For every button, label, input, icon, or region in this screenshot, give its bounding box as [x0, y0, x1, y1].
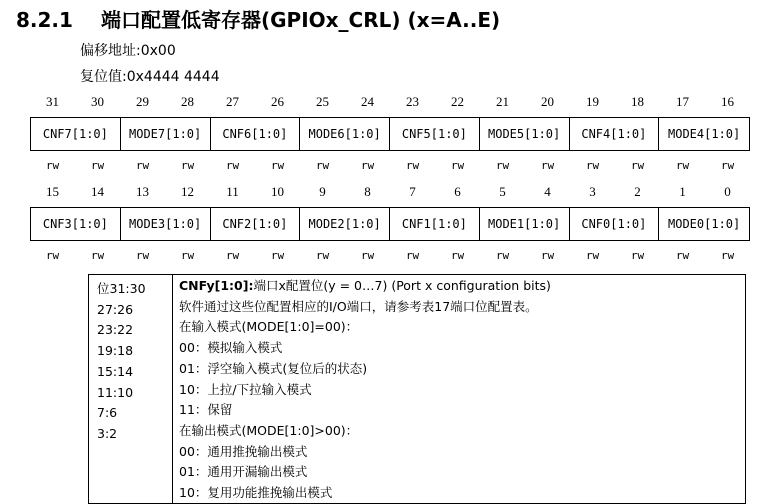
description-line: 00：模拟输入模式 — [179, 340, 283, 356]
register-field: CNF5[1:0] — [390, 118, 480, 150]
register-low — [30, 207, 750, 241]
bit-number: 7 — [409, 184, 416, 199]
bit-number: 12 — [181, 184, 194, 199]
bit-number: 11 — [226, 184, 239, 199]
access-type: rw — [90, 249, 105, 262]
access-type: rw — [180, 249, 195, 262]
register-field: CNF4[1:0] — [570, 118, 660, 150]
bit-number: 16 — [721, 94, 734, 109]
section-heading — [16, 4, 500, 33]
access-type: rw — [360, 159, 375, 172]
register-field: MODE5[1:0] — [480, 118, 570, 150]
bit-number: 17 — [676, 94, 689, 109]
description-line: 01：通用开漏输出模式 — [179, 464, 308, 480]
description-line: 在输入模式(MODE[1:0]=00)： — [179, 319, 359, 335]
bit-number: 29 — [136, 94, 149, 109]
bit-number: 1 — [679, 184, 686, 199]
access-type: rw — [135, 159, 150, 172]
register-field: CNF3[1:0] — [31, 208, 121, 240]
bit-number: 0 — [724, 184, 731, 199]
access-type: rw — [45, 249, 60, 262]
access-type: rw — [360, 249, 375, 262]
register-field: MODE1[1:0] — [480, 208, 570, 240]
bit-range: 11:10 — [97, 384, 134, 400]
bit-number: 10 — [271, 184, 284, 199]
bit-number: 19 — [586, 94, 599, 109]
access-row-high — [30, 159, 750, 173]
access-type: rw — [675, 249, 690, 262]
access-type: rw — [540, 249, 555, 262]
offset-line — [80, 40, 176, 60]
register-field: MODE7[1:0] — [121, 118, 211, 150]
offset-value: 0x00 — [140, 43, 176, 59]
bit-number: 3 — [589, 184, 596, 199]
register-field: CNF7[1:0] — [31, 118, 121, 150]
access-type: rw — [540, 159, 555, 172]
bit-number: 6 — [454, 184, 461, 199]
access-type: rw — [720, 159, 735, 172]
section-title: 端口配置低寄存器(GPIOx_CRL) (x=A..E) — [101, 8, 501, 32]
bit-number: 22 — [451, 94, 464, 109]
access-type: rw — [315, 249, 330, 262]
bit-number: 15 — [46, 184, 59, 199]
reset-line — [80, 66, 220, 86]
access-type: rw — [585, 249, 600, 262]
register-field: MODE0[1:0] — [668, 217, 741, 231]
section-number: 8.2.1 — [16, 8, 73, 32]
access-type: rw — [585, 159, 600, 172]
bit-number: 30 — [91, 94, 104, 109]
bit-range: 3:2 — [97, 425, 118, 441]
description-line: 10：复用功能推挽输出模式 — [179, 485, 333, 501]
bit-range-column — [97, 279, 146, 445]
bit-number: 31 — [46, 94, 59, 109]
access-type: rw — [225, 249, 240, 262]
bit-range: 7:6 — [97, 405, 118, 421]
access-type: rw — [225, 159, 240, 172]
access-type: rw — [495, 249, 510, 262]
bit-description-table — [88, 274, 746, 504]
bit-number: 23 — [406, 94, 419, 109]
access-type: rw — [450, 159, 465, 172]
access-type: rw — [90, 159, 105, 172]
field-name: CNFy[1:0]: — [179, 278, 254, 293]
bit-number: 28 — [181, 94, 194, 109]
bit-number: 14 — [91, 184, 104, 199]
bit-number: 5 — [499, 184, 506, 199]
register-field: MODE3[1:0] — [121, 208, 211, 240]
description-line: 11：保留 — [179, 402, 233, 418]
access-type: rw — [270, 249, 285, 262]
register-field: CNF1[1:0] — [390, 208, 480, 240]
bit-number: 27 — [226, 94, 239, 109]
bit-number: 21 — [496, 94, 509, 109]
bit-number: 18 — [631, 94, 644, 109]
bit-range: 位31:30 — [97, 281, 146, 296]
bit-number: 9 — [319, 184, 326, 199]
bit-range: 19:18 — [97, 343, 134, 359]
bit-range: 23:22 — [97, 322, 134, 338]
description-column — [179, 276, 551, 504]
access-row-low — [30, 249, 750, 263]
bit-number: 4 — [544, 184, 551, 199]
bit-range: 27:26 — [97, 301, 134, 317]
bit-number: 25 — [316, 94, 329, 109]
register-field: MODE4[1:0] — [668, 127, 741, 141]
bit-range: 15:14 — [97, 363, 134, 379]
access-type: rw — [675, 159, 690, 172]
bit-number: 13 — [136, 184, 149, 199]
register-high — [30, 117, 750, 151]
register-field: CNF6[1:0] — [211, 118, 301, 150]
description-line: 软件通过这些位配置相应的I/O端口，请参考表17端口位配置表。 — [179, 298, 538, 314]
description-line: 01：浮空输入模式(复位后的状态) — [179, 360, 368, 376]
field-title: 端口x配置位(y = 0…7) (Port x configuration bits) — [253, 278, 551, 293]
access-type: rw — [135, 249, 150, 262]
bit-number: 24 — [361, 94, 374, 109]
access-type: rw — [270, 159, 285, 172]
description-line: 00：通用推挽输出模式 — [179, 443, 308, 459]
access-type: rw — [180, 159, 195, 172]
bit-number: 20 — [541, 94, 554, 109]
access-type: rw — [45, 159, 60, 172]
field-heading — [179, 276, 551, 297]
column-divider — [172, 275, 173, 503]
access-type: rw — [405, 159, 420, 172]
bit-numbers-low — [30, 184, 750, 200]
bit-number: 8 — [364, 184, 371, 199]
access-type: rw — [720, 249, 735, 262]
register-field: MODE2[1:0] — [300, 208, 390, 240]
access-type: rw — [495, 159, 510, 172]
offset-label: 偏移地址: — [80, 43, 141, 59]
access-type: rw — [405, 249, 420, 262]
access-type: rw — [630, 159, 645, 172]
reset-value: 0x4444 4444 — [126, 69, 220, 85]
bit-number: 2 — [634, 184, 641, 199]
description-line: 在输出模式(MODE[1:0]>00)： — [179, 422, 359, 438]
register-field: CNF2[1:0] — [211, 208, 301, 240]
access-type: rw — [630, 249, 645, 262]
access-type: rw — [315, 159, 330, 172]
bit-numbers-high — [30, 94, 750, 110]
description-line: 10：上拉/下拉输入模式 — [179, 381, 312, 397]
register-field: MODE6[1:0] — [300, 118, 390, 150]
access-type: rw — [450, 249, 465, 262]
bit-number: 26 — [271, 94, 284, 109]
reset-label: 复位值: — [80, 69, 127, 85]
register-field: CNF0[1:0] — [570, 208, 660, 240]
